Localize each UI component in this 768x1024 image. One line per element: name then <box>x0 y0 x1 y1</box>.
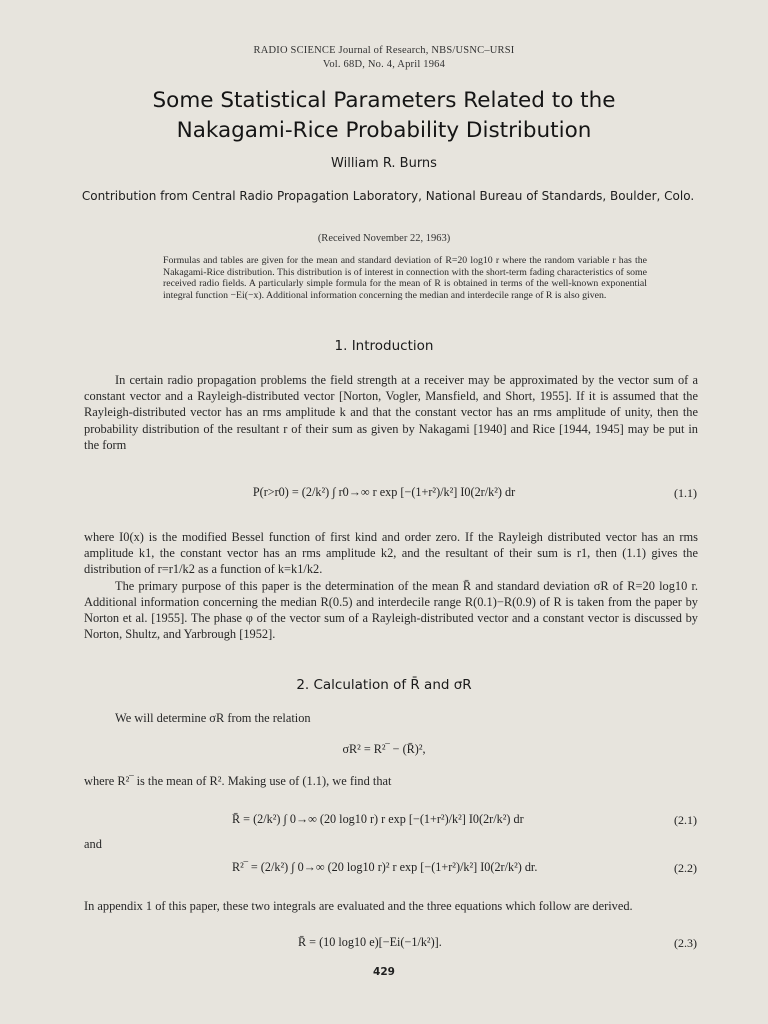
title-line-2: Nakagami-Rice Probability Distribution <box>176 118 592 143</box>
equation-1-1: P(r>r0) = (2/k²) ∫ r0→∞ r exp [−(1+r²)/k²] I0(2r/k²) dr <box>252 485 516 499</box>
variance-equation: σR² = R²‾ − (R̄)², <box>342 742 426 756</box>
page-number: 429 <box>373 966 395 978</box>
equation-2-3: R̄ = (10 log10 e)[−Ei(−1/k²)]. <box>298 935 442 949</box>
bessel-text: where I0(x) is the modified Bessel function of first kind and order zero. If the Rayleigh distributed vector has an rms amplitude k1, the constant vector has an rms amplitude k2, and the resultant of their sum is r1, then (1.1) gives the distribution of r=r1/k2 as a function of k=k1/k2. <box>84 530 698 577</box>
equation-2-3-number: (2.3) <box>674 936 697 950</box>
section-2-paragraph-2 <box>84 773 698 789</box>
title-line-1: Some Statistical Parameters Related to the <box>152 88 616 113</box>
mean-square-text: where R²‾ is the mean of R². Making use of (1.1), we find that <box>84 774 392 788</box>
section-2-paragraph-3 <box>84 898 698 914</box>
abstract: Formulas and tables are given for the mean and standard deviation of R=20 log10 r where the random variable r has the Nakagami-Rice distribution. This distribution is of interest in connection with the short-term fading characteristics of some received radio fields. A particularly simple formula for the mean of R is obtained in terms of the well-known exponential integral function −Ei(−x). Additional information concerning the median and interdecile range of R is also given. <box>163 255 647 301</box>
purpose-text: The primary purpose of this paper is the determination of the mean R̄ and standard deviation σR of R=20 log10 r. Additional information concerning the median R(0.5) and interdecile range R(0.1)−R(0.9) of R is taken from the paper by Norton et al. [1955]. The phase φ of the vector sum of a Rayleigh-distributed vector and a constant vector is discussed by Norton, Shultz, and Yarbrough [1952]. <box>84 578 698 642</box>
journal-line: RADIO SCIENCE Journal of Research, NBS/USNC–URSI <box>253 45 515 56</box>
equation-2-1: R̄ = (2/k²) ∫ 0→∞ (20 log10 r) r exp [−(1+r²)/k²] I0(2r/k²) dr <box>232 812 524 826</box>
equation-1-1-number: (1.1) <box>674 486 697 500</box>
contribution-line: Contribution from Central Radio Propagation Laboratory, National Bureau of Standards, Boulder, Colo. <box>81 189 695 203</box>
received-date: (Received November 22, 1963) <box>317 233 451 244</box>
section-1-paragraph-1 <box>84 372 698 453</box>
equation-2-1-number: (2.1) <box>674 813 697 827</box>
equation-2-2-number: (2.2) <box>674 861 697 875</box>
appendix-text: In appendix 1 of this paper, these two integrals are evaluated and the three equations which follow are derived. <box>84 899 633 913</box>
section-2-paragraph-1 <box>84 710 698 726</box>
section-2-heading: 2. Calculation of R̄ and σR <box>296 677 472 693</box>
equation-2-2: R²‾ = (2/k²) ∫ 0→∞ (20 log10 r)² r exp [−(1+r²)/k²] I0(2r/k²) dr. <box>232 860 538 874</box>
and-text: and <box>84 837 102 851</box>
volume-line: Vol. 68D, No. 4, April 1964 <box>322 59 446 70</box>
relation-text: We will determine σR from the relation <box>115 711 311 725</box>
section-1-paragraph-2 <box>84 529 698 642</box>
section-1-heading: 1. Introduction <box>334 338 434 354</box>
author-name: William R. Burns <box>331 156 437 171</box>
intro-text: In certain radio propagation problems the field strength at a receiver may be approximated by the vector sum of a constant vector and a Rayleigh-distributed vector [Norton, Vogler, Mansfield, and Short, 1955]. If it is assumed that the Rayleigh-distributed vector has an rms amplitude k and that the constant vector has an rms amplitude of unity, then the probability distribution of the resultant r of their sum as given by Nakagami [1940] and Rice [1944, 1945] may be put in the form <box>84 373 698 452</box>
and-word <box>84 836 698 852</box>
